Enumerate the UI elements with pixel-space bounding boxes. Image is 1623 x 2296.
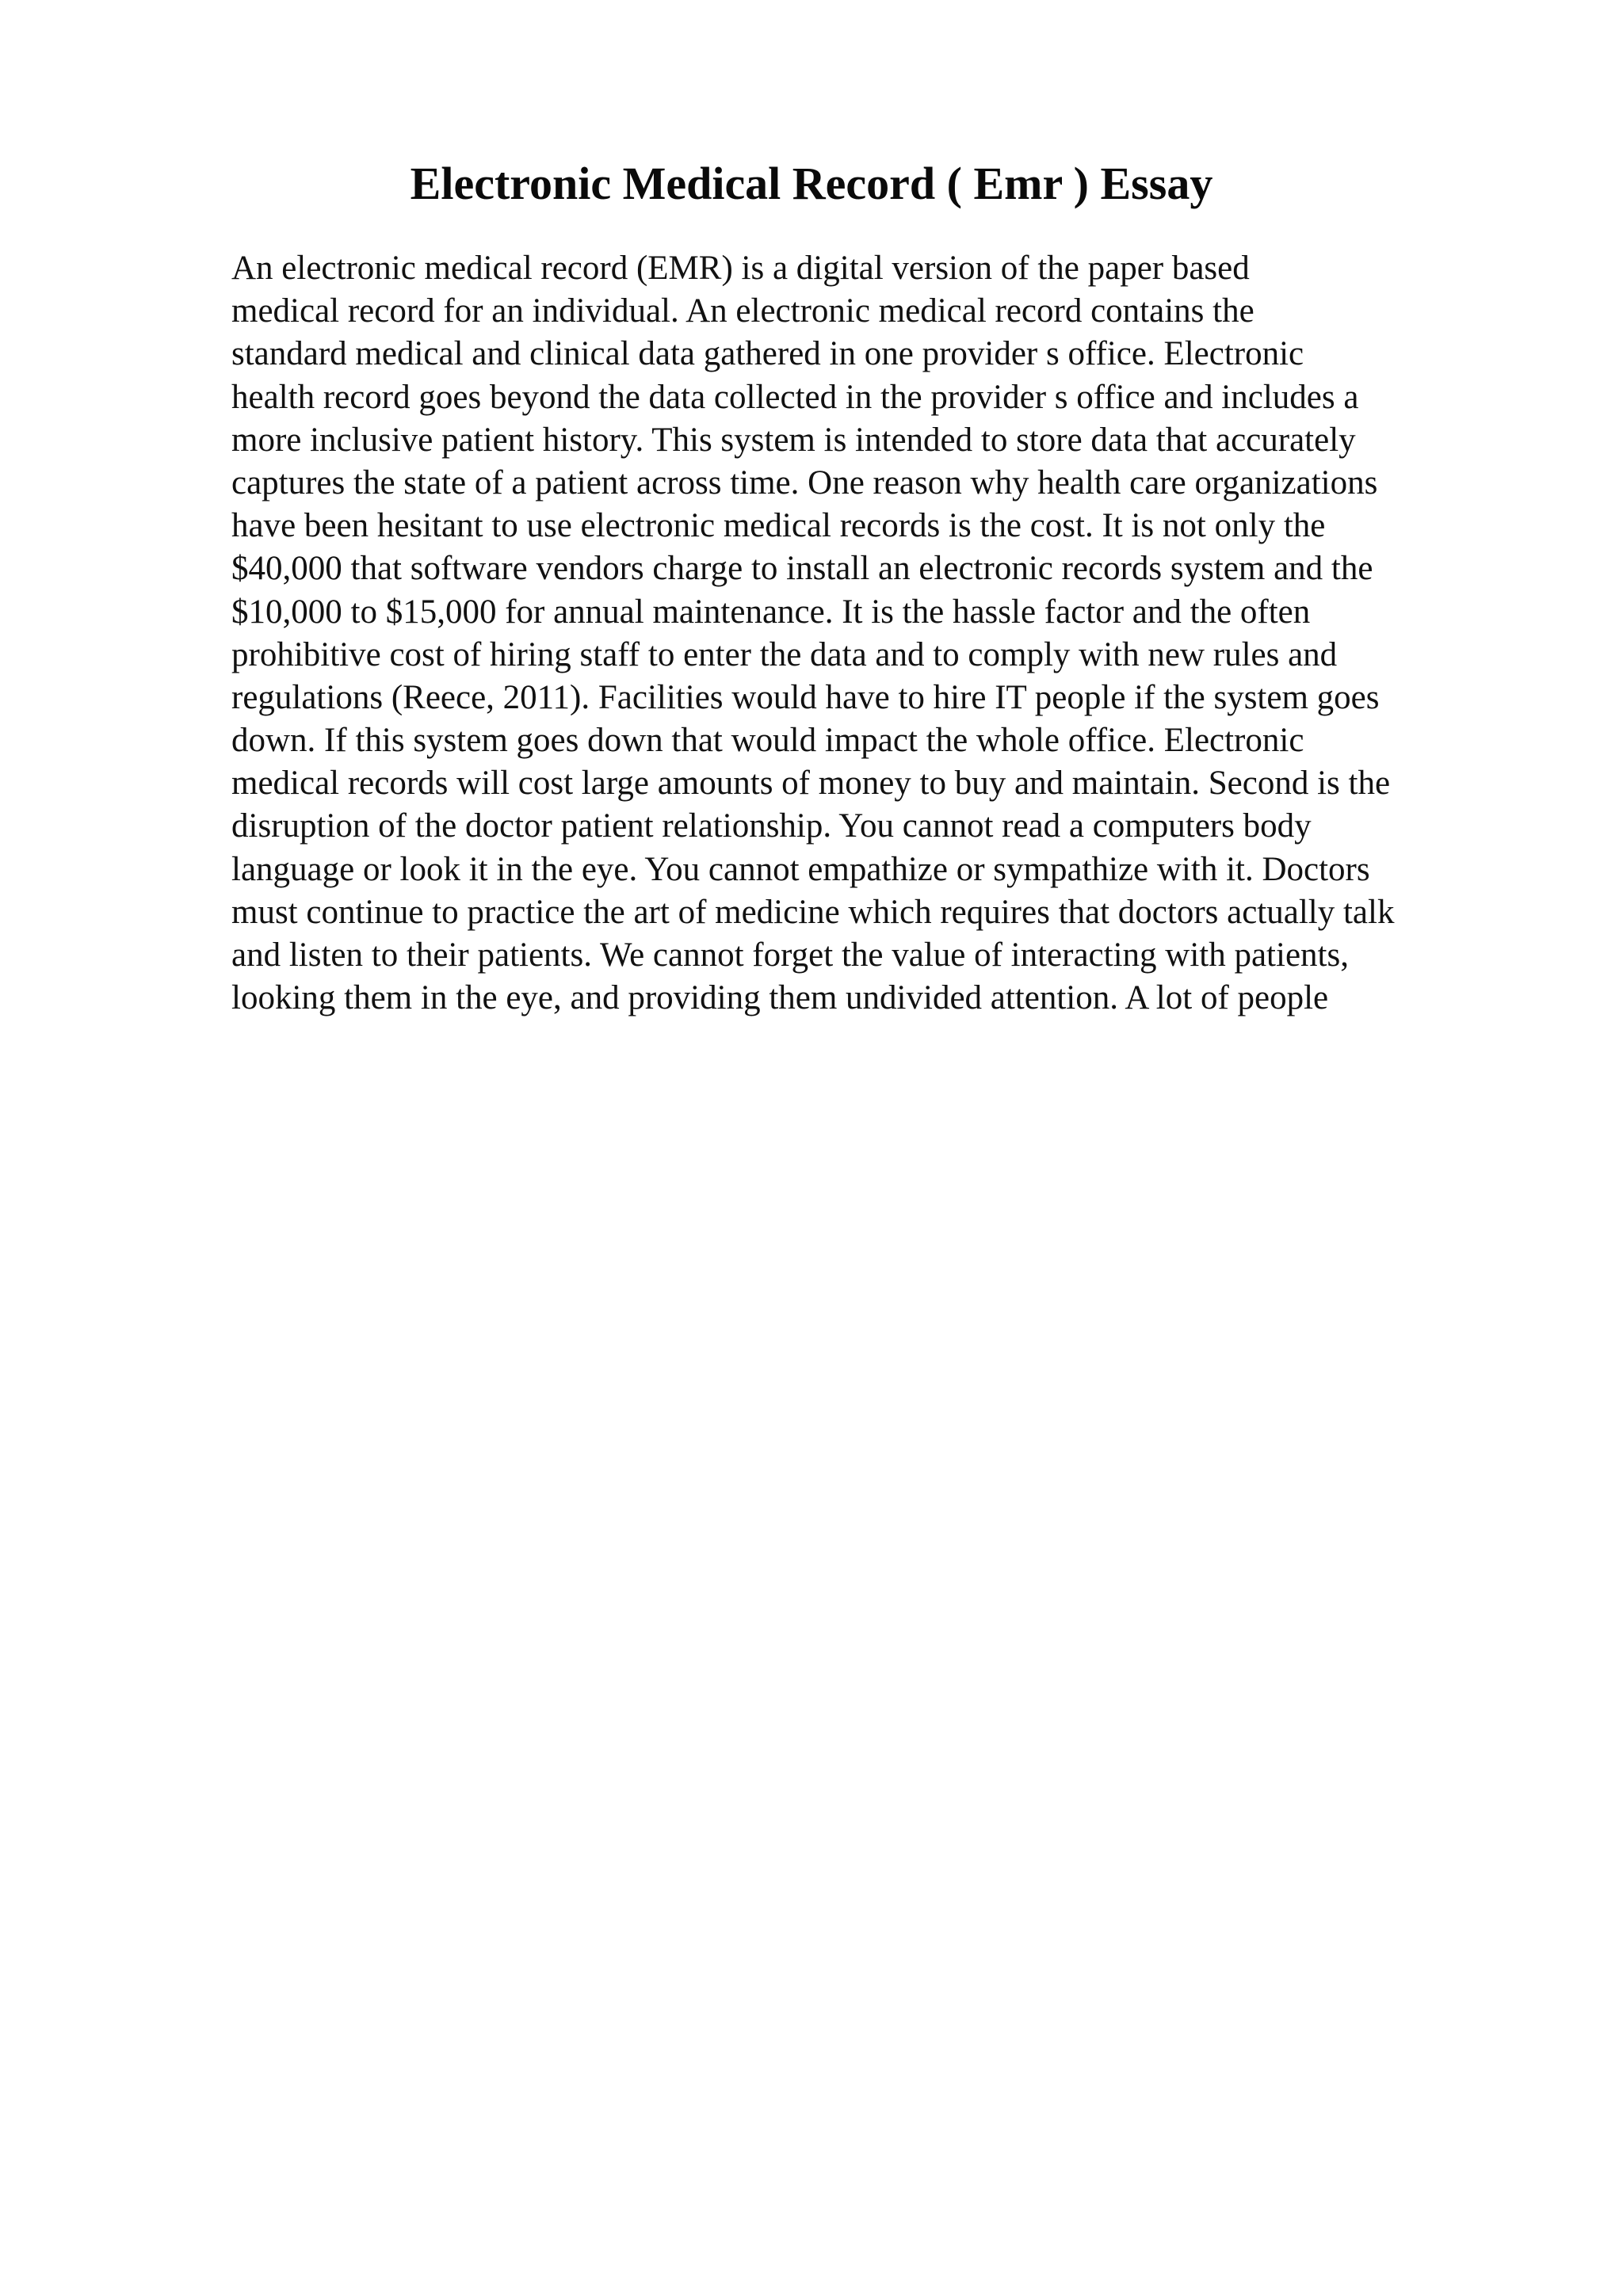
body-line: prohibitive cost of hiring staff to enter the data and to comply with new rules and: [231, 635, 1338, 673]
body-line: more inclusive patient history. This system is intended to store data that accurately: [231, 421, 1356, 459]
body-line: $10,000 to $15,000 for annual maintenance. It is the hassle factor and the often: [231, 593, 1311, 631]
body-line: have been hesitant to use electronic medical records is the cost. It is not only the: [231, 507, 1326, 545]
body-line: and listen to their patients. We cannot forget the value of interacting with patients,: [231, 936, 1349, 974]
body-line: medical records will cost large amounts of money to buy and maintain. Second is the: [231, 765, 1391, 803]
body-line: An electronic medical record (EMR) is a digital version of the paper based: [231, 250, 1250, 287]
body-line: captures the state of a patient across time. One reason why health care organizations: [231, 463, 1378, 502]
essay-body: [231, 247, 1499, 1020]
body-line: down. If this system goes down that would impact the whole office. Electronic: [231, 722, 1304, 760]
body-line: standard medical and clinical data gathered in one provider s office. Electronic: [231, 335, 1304, 373]
body-line: disruption of the doctor patient relationship. You cannot read a computers body: [231, 807, 1312, 845]
document-title: Electronic Medical Record ( Emr ) Essay: [410, 158, 1213, 209]
body-line: medical record for an individual. An electronic medical record contains the: [231, 292, 1254, 330]
body-line: language or look it in the eye. You cannot empathize or sympathize with it. Doctors: [231, 850, 1370, 888]
body-line: $40,000 that software vendors charge to install an electronic records system and the: [231, 550, 1373, 588]
body-line: looking them in the eye, and providing them undivided attention. A lot of people: [231, 979, 1329, 1017]
body-line: regulations (Reece, 2011). Facilities would have to hire IT people if the system goes: [231, 678, 1380, 716]
body-line: must continue to practice the art of medicine which requires that doctors actually talk: [231, 893, 1395, 931]
body-line: health record goes beyond the data collected in the provider s office and includes a: [231, 378, 1359, 416]
